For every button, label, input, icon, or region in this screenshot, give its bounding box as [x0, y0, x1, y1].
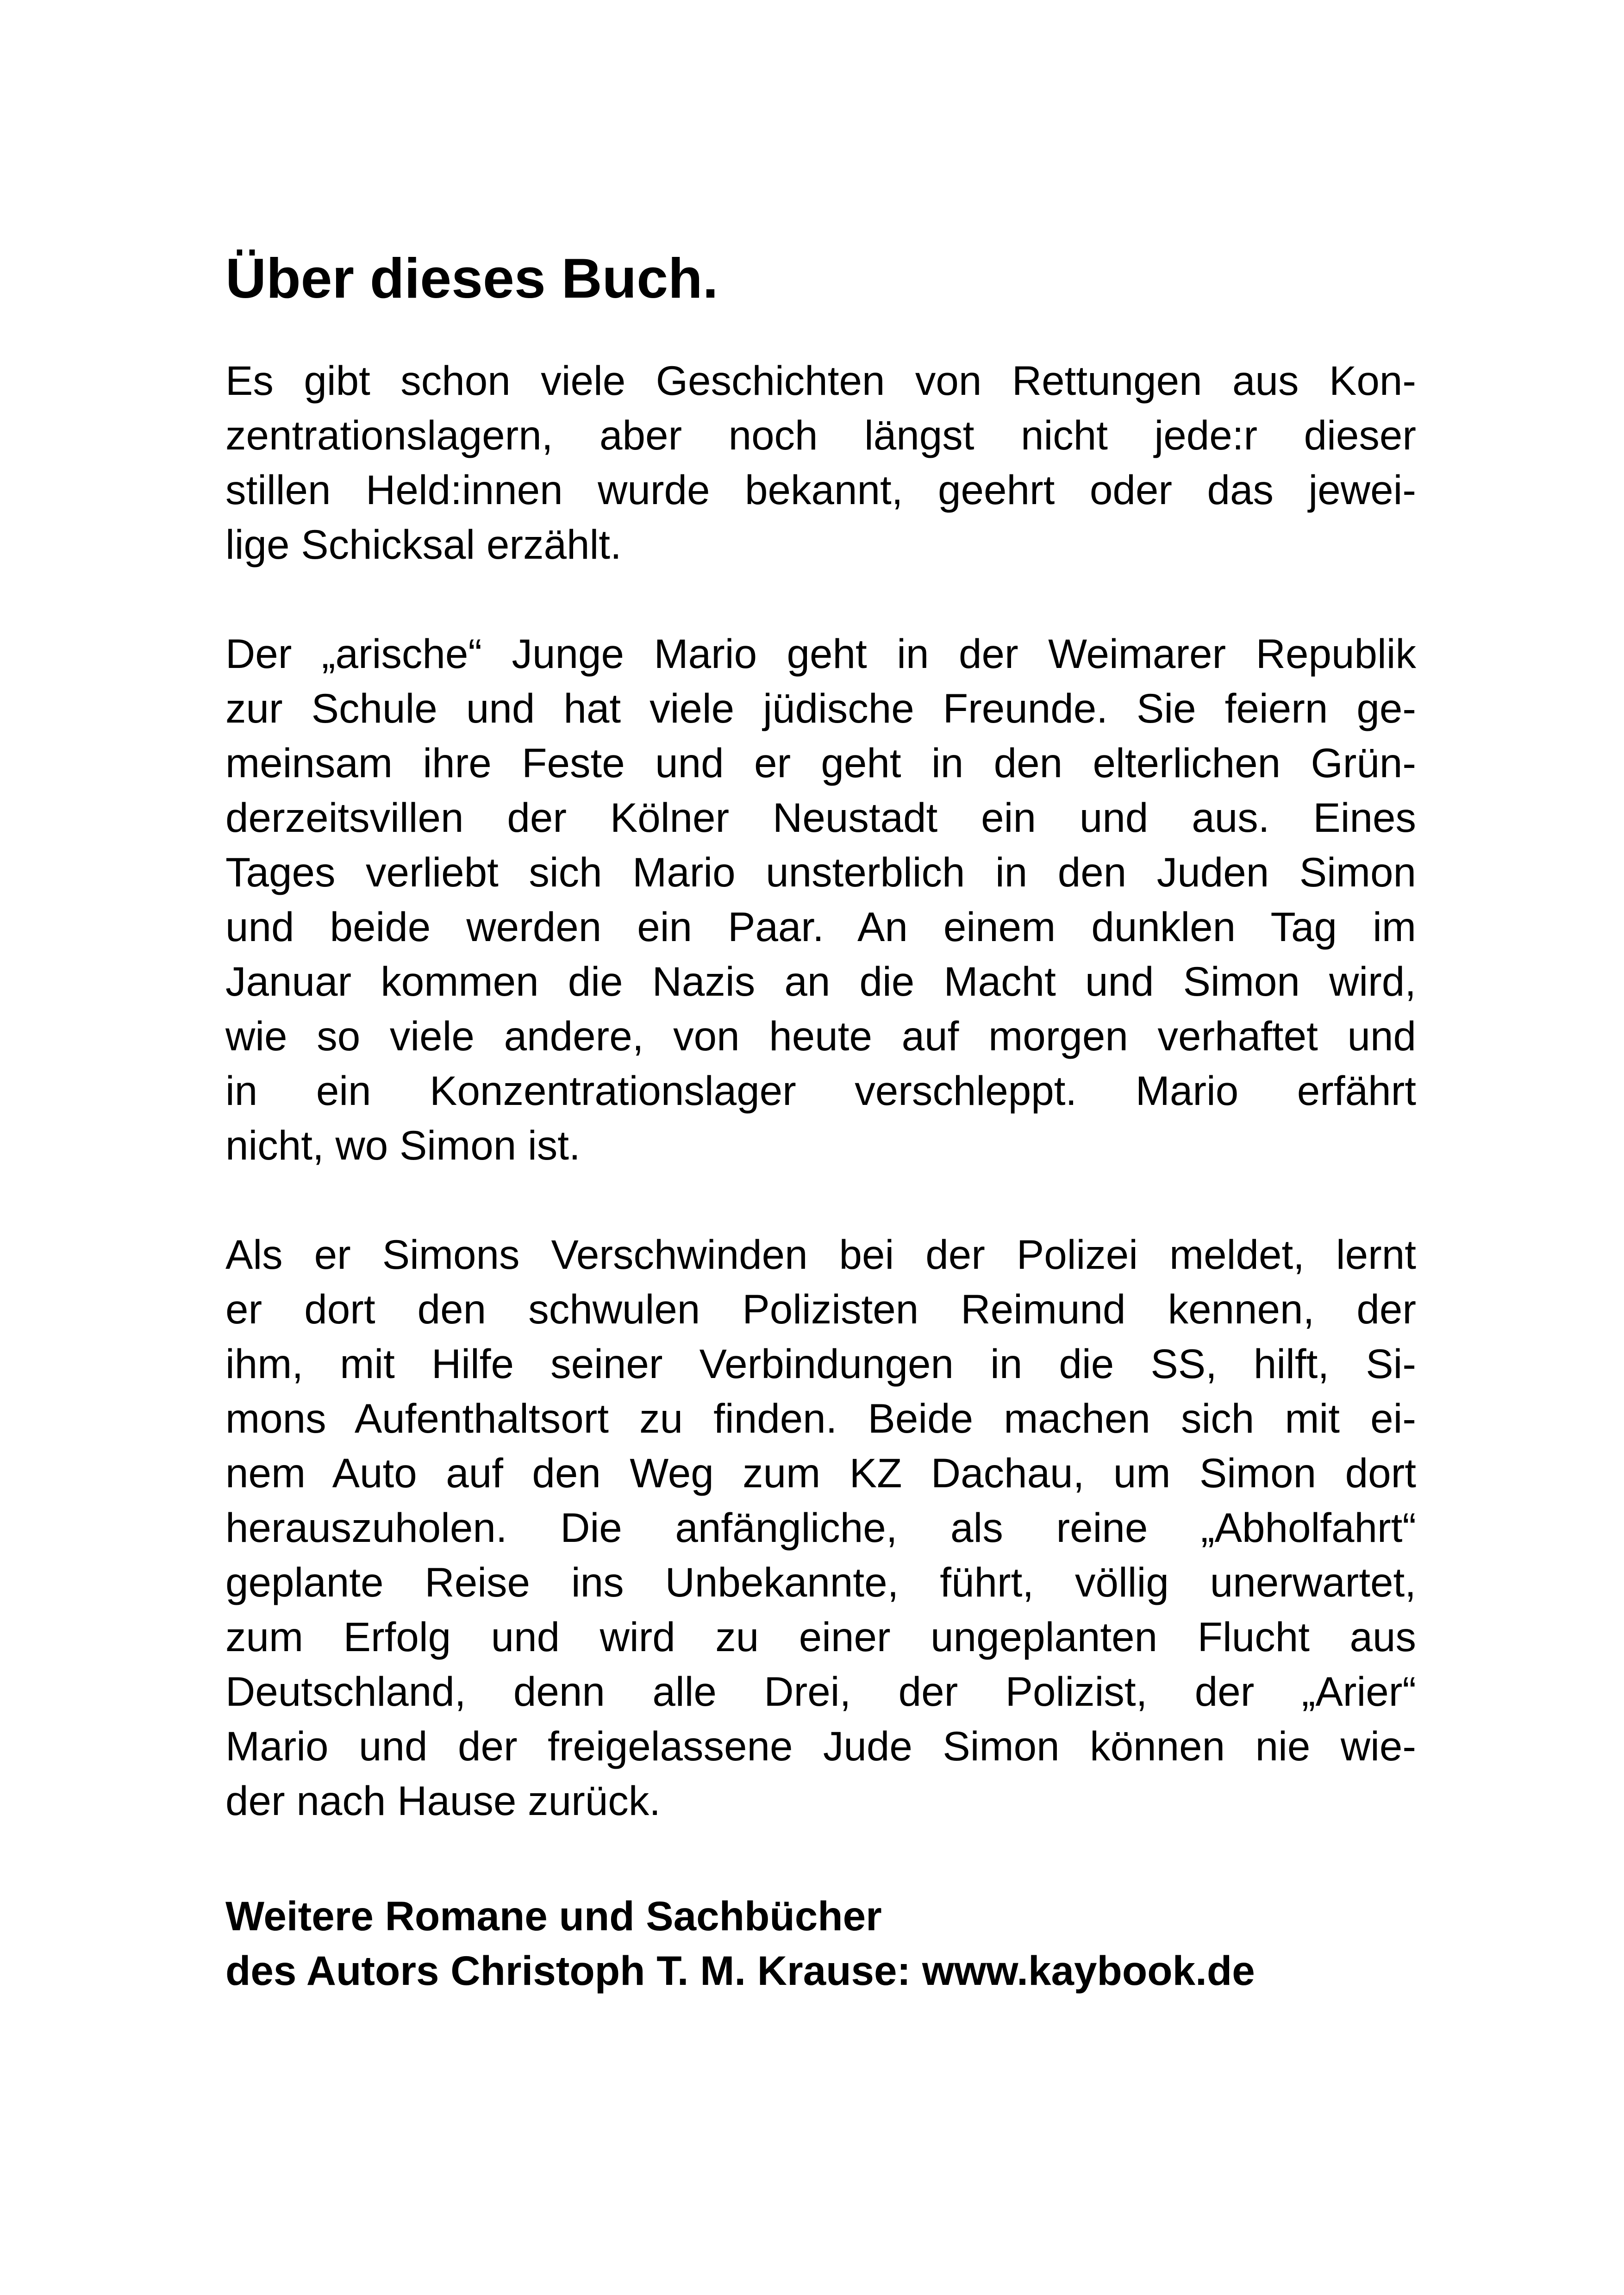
- paragraph-mario-story: [225, 626, 1416, 1172]
- text-line: Als er Simons Verschwinden bei der Polizei meldet, lernt: [225, 1231, 1416, 1278]
- text-line: und beide werden ein Paar. An einem dunklen Tag im: [225, 904, 1416, 950]
- text-line: Deutschland, denn alle Drei, der Polizist, der „Arier“: [225, 1668, 1416, 1715]
- text-line: nicht, wo Simon ist.: [225, 1122, 581, 1168]
- text-line: Tages verliebt sich Mario unsterblich in den Juden Simon: [225, 849, 1416, 895]
- text-line: herauszuholen. Die anfängliche, als reine „Abholfahrt“: [225, 1504, 1416, 1551]
- footer-line-author-website: des Autors Christoph T. M. Krause: www.kaybook.de: [225, 1947, 1255, 1994]
- text-line: wie so viele andere, von heute auf morgen verhaftet und: [225, 1013, 1416, 1059]
- text-line: Januar kommen die Nazis an die Macht und Simon wird,: [225, 958, 1416, 1004]
- text-line: mons Aufenthaltsort zu finden. Beide machen sich mit ei-: [225, 1395, 1416, 1441]
- text-line: in ein Konzentrationslager verschleppt. Mario erfährt: [225, 1067, 1416, 1114]
- text-line: Der „arische“ Junge Mario geht in der Weimarer Republik: [225, 630, 1416, 677]
- page-title: Über dieses Buch.: [225, 247, 718, 310]
- text-line: lige Schicksal erzählt.: [225, 521, 622, 568]
- text-line: Mario und der freigelassene Jude Simon können nie wie-: [225, 1723, 1416, 1769]
- text-line: zentrationslagern, aber noch längst nicht jede:r dieser: [225, 412, 1416, 458]
- text-line: ihm, mit Hilfe seiner Verbindungen in die SS, hilft, Si-: [225, 1341, 1416, 1387]
- text-line: er dort den schwulen Polizisten Reimund kennen, der: [225, 1286, 1416, 1332]
- text-line: geplante Reise ins Unbekannte, führt, völlig unerwartet,: [225, 1559, 1416, 1605]
- text-line: stillen Held:innen wurde bekannt, geehrt oder das jewei-: [225, 467, 1416, 513]
- footer-line-more-books: Weitere Romane und Sachbücher: [225, 1893, 882, 1939]
- text-line: zur Schule und hat viele jüdische Freunde. Sie feiern ge-: [225, 685, 1416, 731]
- footer-note: [225, 1889, 1416, 1998]
- text-line: derzeitsvillen der Kölner Neustadt ein und aus. Eines: [225, 794, 1416, 841]
- text-line: meinsam ihre Feste und er geht in den elterlichen Grün-: [225, 740, 1416, 786]
- paragraph-about-rescues: [225, 353, 1416, 572]
- text-line: zum Erfolg und wird zu einer ungeplanten Flucht aus: [225, 1614, 1416, 1660]
- page-content: [225, 245, 1416, 1998]
- text-line: nem Auto auf den Weg zum KZ Dachau, um Simon dort: [225, 1450, 1416, 1496]
- paragraph-escape-story: [225, 1227, 1416, 1828]
- text-line: der nach Hause zurück.: [225, 1777, 661, 1824]
- text-line: Es gibt schon viele Geschichten von Rettungen aus Kon-: [225, 357, 1416, 404]
